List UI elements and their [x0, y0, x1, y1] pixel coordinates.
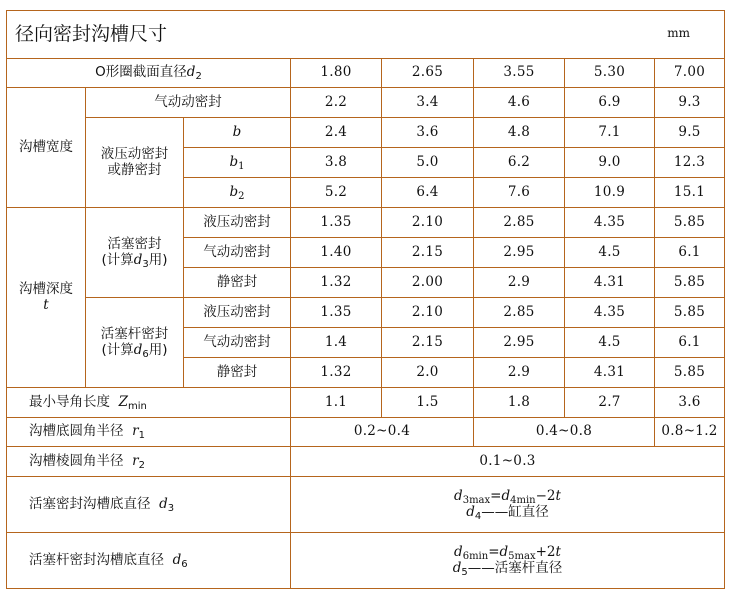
formula-subscript: 4min	[510, 494, 536, 506]
width-hydraulic-label-2: 或静密封	[107, 161, 162, 178]
rod-seal-label-cell	[86, 298, 184, 388]
formula-equals: =	[490, 487, 502, 504]
formula-operator: −2	[535, 487, 556, 504]
formula-symbol: d	[499, 543, 509, 560]
depth-value: 2.85	[474, 208, 565, 238]
width-value: 5.0	[382, 148, 474, 178]
piston-bottom-dia-label: 活塞密封沟槽底直径	[29, 495, 151, 512]
table-row	[7, 533, 725, 589]
piston-formula	[291, 489, 724, 505]
width-value: 4.6	[474, 88, 565, 118]
depth-value: 4.35	[565, 208, 655, 238]
groove-dimension-table	[6, 10, 725, 589]
width-value: 2.4	[291, 118, 382, 148]
symbol-b2: b	[229, 183, 239, 200]
width-value: 12.3	[655, 148, 725, 178]
depth-value: 2.10	[382, 298, 474, 328]
chamfer-label-cell	[7, 388, 291, 418]
table-row	[7, 298, 725, 328]
formula-operator: +2	[535, 543, 556, 560]
groove-depth-label-cell	[7, 208, 86, 388]
width-value: 6.9	[565, 88, 655, 118]
piston-bottom-dia-sym: d	[159, 495, 168, 512]
table-row	[7, 88, 725, 118]
table-row	[7, 477, 725, 533]
note-text: ——缸直径	[481, 503, 549, 520]
depth-value: 1.32	[291, 268, 382, 298]
bottom-radius-value: 0.8~1.2	[655, 418, 725, 447]
bottom-radius-value: 0.4~0.8	[474, 418, 655, 447]
note-text: ——活塞杆直径	[467, 559, 563, 576]
oring-label: O形圈截面直径	[95, 64, 187, 81]
rod-seal-label-1: 活塞杆密封	[100, 325, 169, 342]
depth-value: 6.1	[655, 328, 725, 358]
groove-depth-label: 沟槽深度	[19, 280, 73, 297]
width-value: 2.2	[291, 88, 382, 118]
depth-row-label: 静密封	[184, 358, 291, 388]
chamfer-value: 1.1	[291, 388, 382, 418]
depth-value: 2.9	[474, 268, 565, 298]
width-pneumatic-label: 气动动密封	[86, 88, 291, 118]
oring-value: 5.30	[565, 59, 655, 88]
depth-row-label: 气动动密封	[184, 238, 291, 268]
rod-seal-label-pre: (计算	[101, 341, 134, 358]
piston-seal-label-pre: (计算	[101, 251, 134, 268]
table-title: 径向密封沟槽尺寸	[15, 22, 168, 45]
table-row	[7, 118, 725, 148]
table-row	[7, 447, 725, 477]
unit-label: mm	[667, 26, 691, 40]
depth-value: 2.9	[474, 358, 565, 388]
width-value: 6.2	[474, 148, 565, 178]
depth-value: 5.85	[655, 268, 725, 298]
formula-symbol: t	[555, 487, 561, 504]
width-value: 9.3	[655, 88, 725, 118]
rod-seal-label-2	[86, 343, 183, 359]
depth-row-label: 气动动密封	[184, 328, 291, 358]
note-symbol: d	[466, 503, 475, 520]
rod-bottom-dia-sym: d	[172, 551, 182, 568]
depth-value: 6.1	[655, 238, 725, 268]
oring-sub: 2	[195, 71, 202, 83]
depth-value: 5.85	[655, 358, 725, 388]
formula-subscript: 6min	[462, 550, 489, 562]
width-hydraulic-label-1: 液压动密封	[100, 145, 169, 162]
rod-seal-label-sub: 6	[142, 348, 149, 360]
depth-value: 2.0	[382, 358, 474, 388]
depth-value: 1.32	[291, 358, 382, 388]
depth-value: 2.95	[474, 238, 565, 268]
symbol-b1: b	[229, 153, 239, 170]
depth-value: 2.10	[382, 208, 474, 238]
width-value: 15.1	[655, 178, 725, 208]
rod-seal-label-post: 用)	[148, 341, 168, 358]
rod-formula	[291, 545, 724, 561]
chamfer-value: 2.7	[565, 388, 655, 418]
width-value: 9.0	[565, 148, 655, 178]
depth-value: 2.00	[382, 268, 474, 298]
depth-value: 2.15	[382, 238, 474, 268]
table-row	[7, 388, 725, 418]
groove-depth-sym: t	[43, 296, 49, 313]
width-value: 4.8	[474, 118, 565, 148]
depth-value: 1.35	[291, 298, 382, 328]
depth-value: 4.31	[565, 268, 655, 298]
depth-value: 2.15	[382, 328, 474, 358]
formula-symbol: t	[555, 543, 561, 560]
piston-seal-label-post: 用)	[148, 251, 168, 268]
rod-bottom-dia-formula-cell	[291, 533, 725, 589]
bottom-radius-sym: r	[132, 423, 139, 440]
piston-seal-label-sub: 3	[142, 258, 149, 270]
width-value: 3.6	[382, 118, 474, 148]
depth-value: 1.40	[291, 238, 382, 268]
symbol-b2-cell	[184, 178, 291, 208]
depth-value: 5.85	[655, 208, 725, 238]
edge-radius-sym: r	[132, 452, 139, 469]
width-value: 6.4	[382, 178, 474, 208]
rod-bottom-dia-label-cell	[7, 533, 291, 589]
bottom-radius-sub: 1	[138, 430, 145, 442]
oring-value: 7.00	[655, 59, 725, 88]
piston-seal-label-cell	[86, 208, 184, 298]
symbol-b1-cell	[184, 148, 291, 178]
symbol-b1-sub: 1	[238, 160, 245, 172]
chamfer-sym: Z	[118, 393, 128, 410]
rod-bottom-dia-sub: 6	[181, 558, 188, 570]
bottom-radius-value: 0.2~0.4	[291, 418, 474, 447]
chamfer-value: 1.5	[382, 388, 474, 418]
width-value: 10.9	[565, 178, 655, 208]
depth-row-label: 液压动密封	[184, 298, 291, 328]
width-value: 7.1	[565, 118, 655, 148]
chamfer-sub: min	[127, 400, 147, 412]
width-value: 3.4	[382, 88, 474, 118]
rod-formula-note	[291, 561, 724, 577]
table-row	[7, 418, 725, 447]
width-hydraulic-label-cell	[86, 118, 184, 208]
width-value: 3.8	[291, 148, 382, 178]
oring-label-cell	[7, 59, 291, 88]
depth-value: 5.85	[655, 298, 725, 328]
piston-bottom-dia-formula-cell	[291, 477, 725, 533]
symbol-b2-sub: 2	[238, 190, 245, 202]
edge-radius-value: 0.1~0.3	[291, 447, 725, 477]
symbol-b: b	[232, 123, 242, 140]
note-symbol: d	[452, 559, 462, 576]
rod-bottom-dia-label: 活塞杆密封沟槽底直径	[29, 551, 164, 568]
depth-row-label: 液压动密封	[184, 208, 291, 238]
depth-value: 2.85	[474, 298, 565, 328]
chamfer-value: 1.8	[474, 388, 565, 418]
formula-symbol: d	[454, 543, 463, 560]
piston-seal-label-1: 活塞密封	[107, 235, 162, 252]
note-subscript: 5	[461, 566, 468, 578]
depth-value: 1.35	[291, 208, 382, 238]
width-value: 7.6	[474, 178, 565, 208]
depth-row-label: 静密封	[184, 268, 291, 298]
edge-radius-label-cell	[7, 447, 291, 477]
edge-radius-sub: 2	[138, 459, 145, 471]
width-value: 9.5	[655, 118, 725, 148]
piston-seal-label-sym: d	[133, 251, 143, 268]
groove-width-label: 沟槽宽度	[7, 88, 86, 208]
chamfer-value: 3.6	[655, 388, 725, 418]
rod-seal-label-sym: d	[133, 341, 143, 358]
bottom-radius-label-cell	[7, 418, 291, 447]
depth-value: 4.5	[565, 238, 655, 268]
depth-value: 4.31	[565, 358, 655, 388]
table-title-cell	[7, 11, 725, 59]
piston-seal-label-2	[86, 253, 183, 269]
formula-symbol: d	[454, 487, 463, 504]
symbol-b-cell	[184, 118, 291, 148]
bottom-radius-label: 沟槽底圆角半径	[29, 423, 124, 440]
oring-value: 3.55	[474, 59, 565, 88]
chamfer-label: 最小导角长度	[29, 393, 110, 410]
piston-formula-note	[291, 505, 724, 521]
piston-bottom-dia-label-cell	[7, 477, 291, 533]
depth-value: 1.4	[291, 328, 382, 358]
formula-symbol: d	[501, 487, 511, 504]
table-row	[7, 59, 725, 88]
depth-value: 2.95	[474, 328, 565, 358]
table-row	[7, 208, 725, 238]
oring-sym: d	[186, 64, 196, 81]
note-subscript: 4	[474, 510, 482, 522]
oring-value: 2.65	[382, 59, 474, 88]
formula-equals: =	[488, 543, 500, 560]
width-value: 5.2	[291, 178, 382, 208]
depth-value: 4.35	[565, 298, 655, 328]
formula-subscript: 5max	[508, 550, 536, 562]
formula-subscript: 3max	[462, 494, 491, 506]
oring-value: 1.80	[291, 59, 382, 88]
depth-value: 4.5	[565, 328, 655, 358]
piston-bottom-dia-sub: 3	[167, 502, 175, 514]
edge-radius-label: 沟槽棱圆角半径	[29, 452, 124, 469]
